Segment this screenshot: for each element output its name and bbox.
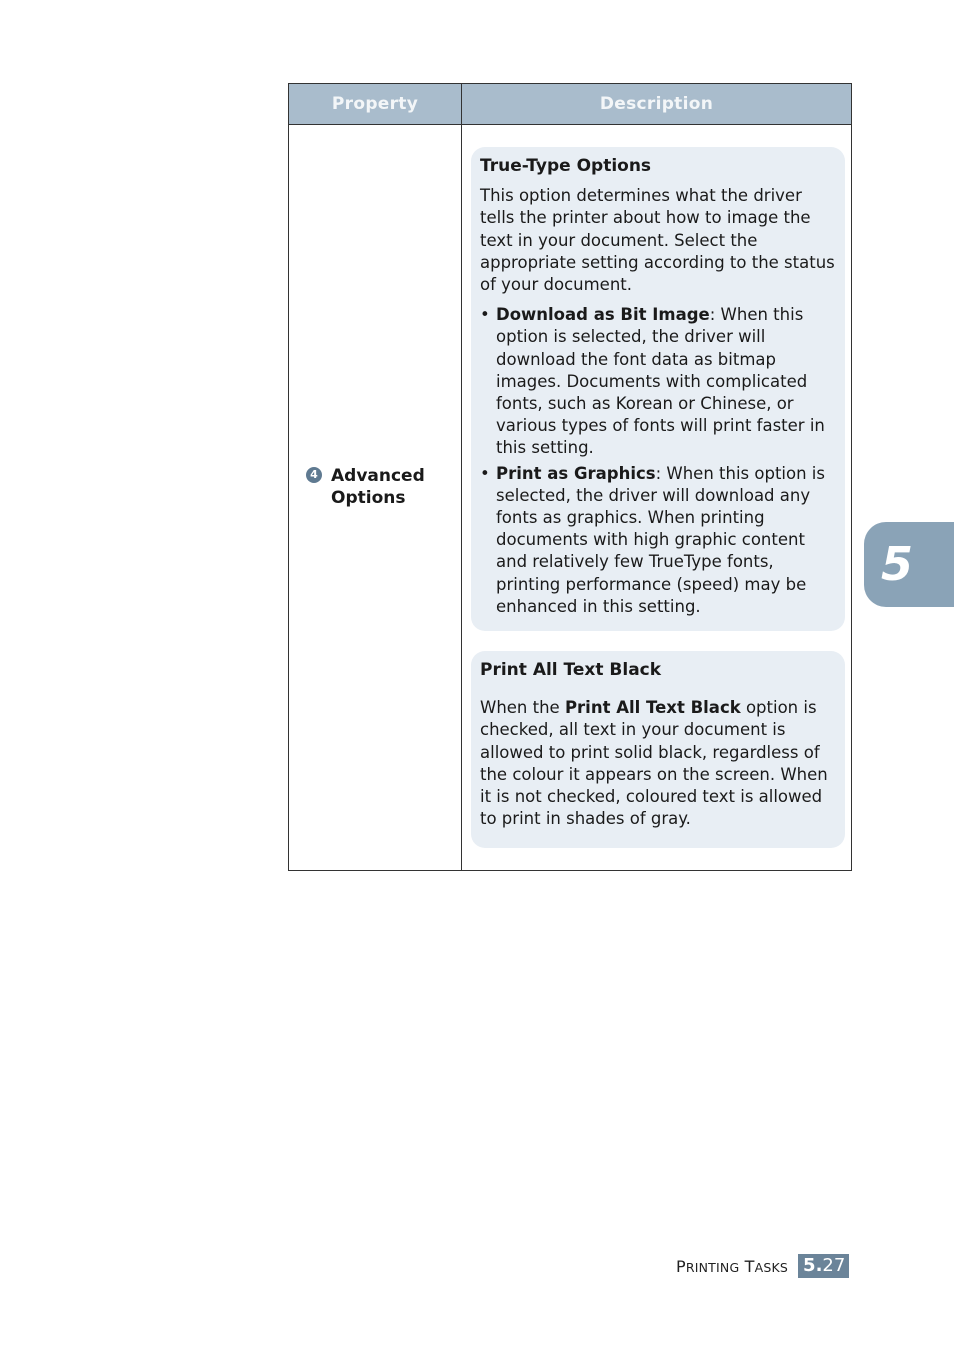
footer-section-title: PRINTING TASKS <box>676 1256 789 1276</box>
table-row <box>289 125 852 871</box>
chapter-tab: 5 <box>864 522 954 607</box>
description-cell <box>462 125 852 871</box>
property-label-line2: Options <box>331 488 406 508</box>
truetype-options-title: True-Type Options <box>480 156 652 176</box>
page-footer <box>676 1254 849 1278</box>
header-property: Property <box>289 84 462 125</box>
property-label <box>306 465 425 509</box>
bullet-term: Download as Bit Image <box>496 305 710 325</box>
bullet-text: : When this option is selected, the driver will download any fonts as graphics. When printing documents with high graphic content and relatively few TrueType fonts, printing performance (speed) may be enhanced in this setting. <box>496 463 825 616</box>
bullet-term: Print as Graphics <box>496 463 656 483</box>
print-all-text-black-box <box>471 651 845 848</box>
header-description: Description <box>462 84 852 125</box>
bullet-text: : When this option is selected, the driver will download the font data as bitmap images. Documents with complicated fonts, such as Korean or Chinese, or various types of fonts will print faster in this setting. <box>496 305 825 458</box>
property-label-line1: Advanced <box>331 466 425 486</box>
table-header-row <box>289 84 852 125</box>
page-number: 5.27 <box>798 1254 849 1278</box>
truetype-options-intro: This option determines what the driver tells the printer about how to image the text in your document. Select the appropriate setting according to the status of your document. <box>480 186 835 295</box>
number-badge-icon: 4 <box>306 467 322 483</box>
print-all-text-black-title: Print All Text Black <box>480 660 662 681</box>
truetype-options-box <box>471 147 845 631</box>
print-all-text-black-text: When the Print All Text Black option is checked, all text in your document is allowed to print solid black, regardless of the colour it appears on the screen. When it is not checked, coloured text is allowed to print in shades of gray. <box>480 698 828 829</box>
truetype-options-list <box>480 304 836 618</box>
list-item <box>480 304 836 459</box>
list-item <box>480 463 836 618</box>
property-table <box>288 83 852 871</box>
property-cell <box>289 125 462 871</box>
